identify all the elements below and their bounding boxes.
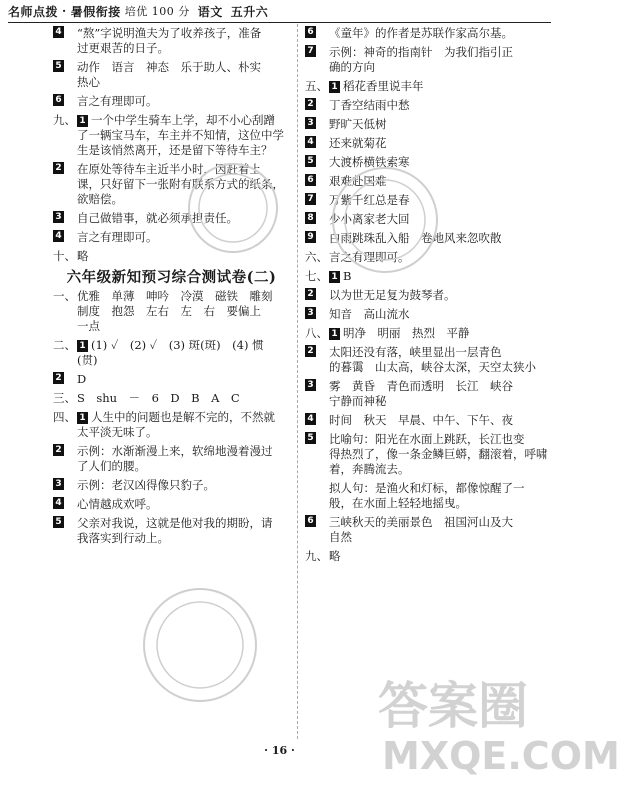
item-label: 2 (53, 162, 64, 174)
answer-item (305, 155, 553, 170)
answer-item (305, 26, 553, 41)
text-line: (1) ✓ (2) ✓ (3) 斑(斑) (4) 惯 (91, 338, 264, 352)
item-label: 二、 (53, 338, 76, 352)
answer-item (53, 249, 290, 264)
item-label: 5 (305, 432, 316, 444)
item-label: 6 (305, 174, 316, 186)
item-sub-label: 1 (329, 328, 340, 340)
item-label: 5 (305, 155, 316, 167)
item-text (305, 231, 553, 246)
text-line: 着，奔腾流去。 (329, 462, 410, 476)
text-line: 热心 (77, 75, 100, 89)
item-label: 九、 (53, 113, 76, 127)
item-label: 2 (305, 288, 316, 300)
item-label: 6 (305, 26, 316, 38)
stamp-bottom (140, 585, 260, 705)
text-line: 万紫千红总是春 (329, 193, 410, 207)
answer-item (305, 231, 553, 246)
text-line: 艰难赴国难 (329, 174, 387, 188)
answer-item (53, 113, 290, 158)
text-line: 宁静而神秘 (329, 394, 387, 408)
item-text (305, 26, 553, 41)
answer-item (305, 193, 553, 208)
item-text (53, 478, 290, 493)
text-line: 一个中学生骑车上学，却不小心刮蹭 (91, 113, 275, 127)
item-label: 3 (53, 478, 64, 490)
answer-item (305, 288, 553, 303)
item-text (53, 444, 290, 474)
text-line: 大渡桥横铁索寒 (329, 155, 410, 169)
answer-item (305, 174, 553, 189)
item-label: 3 (305, 379, 316, 391)
answer-item (305, 481, 553, 511)
item-label: 5 (53, 60, 64, 72)
watermark-url: MXQE.COM (382, 734, 620, 778)
item-text (305, 432, 553, 477)
item-label: 五、 (305, 79, 328, 93)
text-line: 我落实到行动上。 (77, 531, 169, 545)
answer-item (53, 60, 290, 90)
text-line: 欲赔偿。 (77, 192, 123, 206)
text-line: 的暮霭 山太高，峡谷太深，天空太狭小 (329, 360, 536, 374)
text-line: 得热烈了，像一条金鳞巨蟒，翻滚着，呼啸 (329, 447, 548, 461)
item-label: 4 (53, 26, 64, 38)
text-line: 父亲对我说，这就是他对我的期盼，请 (77, 516, 273, 530)
item-text (305, 212, 553, 227)
answer-item (305, 326, 553, 341)
text-line: 动作 语言 神态 乐于助人、朴实 (77, 60, 261, 74)
header-dot: · (62, 4, 67, 18)
text-line: 优雅 单薄 呻吟 冷漠 磁铁 雕刻 (77, 289, 273, 303)
text-line: 在原处等待车主近半小时，因赶着上 (77, 162, 261, 176)
item-text (53, 230, 290, 245)
item-text (305, 193, 553, 208)
item-label: 3 (53, 211, 64, 223)
text-line: 略 (77, 249, 89, 263)
item-text (305, 288, 553, 303)
text-line: 明净 明丽 热烈 平静 (343, 326, 470, 340)
item-text (305, 379, 553, 409)
text-line: D (77, 372, 87, 386)
item-text (53, 391, 290, 406)
text-line: 略 (329, 549, 341, 563)
text-line: 言之有理即可。 (329, 250, 410, 264)
answer-item (305, 136, 553, 151)
item-label: 2 (53, 444, 64, 456)
item-text (53, 94, 290, 109)
text-line: 雾 黄昏 青色而透明 长江 峡谷 (329, 379, 513, 393)
text-line: (贯) (77, 353, 98, 367)
item-label: 6 (53, 94, 64, 106)
item-label: 十、 (53, 249, 76, 263)
text-line: 少小离家老大回 (329, 212, 410, 226)
item-text (305, 155, 553, 170)
item-label: 8 (305, 212, 316, 224)
answer-item (53, 478, 290, 493)
answer-item (305, 117, 553, 132)
answer-item (53, 497, 290, 512)
answer-item (305, 269, 553, 284)
text-line: 心情越成欢呼。 (77, 497, 158, 511)
left-column (53, 26, 290, 550)
item-text (305, 174, 553, 189)
item-text (53, 338, 290, 368)
text-line: 自然 (329, 530, 352, 544)
item-label: 六、 (305, 250, 328, 264)
item-text (305, 269, 553, 284)
item-label: 八、 (305, 326, 328, 340)
answer-item (305, 212, 553, 227)
text-line: 确的方向 (329, 60, 375, 74)
text-line: B (343, 269, 352, 283)
text-line: 知音 高山流水 (329, 307, 410, 321)
text-line: 太阳还没有落，峡里显出一层青色 (329, 345, 502, 359)
text-line: “熬”字说明渔夫为了收养孩子，准备 (77, 26, 262, 40)
answer-item (305, 432, 553, 477)
item-label: 7 (305, 193, 316, 205)
text-line: 三峡秋天的美丽景色 祖国河山及大 (329, 515, 513, 529)
item-text (305, 98, 553, 113)
item-text (53, 60, 290, 90)
item-label: 4 (305, 413, 316, 425)
item-text (53, 113, 290, 158)
text-line: 稻花香里说丰年 (343, 79, 424, 93)
item-sub-label: 1 (329, 81, 340, 93)
text-line: 示例：老汉凶得像只豹子。 (77, 478, 215, 492)
header-subject: 语文 (197, 4, 223, 19)
text-line: 太平淡无味了。 (77, 425, 158, 439)
answer-item (305, 45, 553, 75)
text-line: 以为世无足复为鼓琴者。 (329, 288, 456, 302)
item-label: 5 (53, 516, 64, 528)
item-label: 7 (305, 45, 316, 57)
item-text (305, 79, 553, 94)
header-title: 暑假衔接 (70, 4, 121, 19)
text-line: 还来就菊花 (329, 136, 387, 150)
item-label: 七、 (305, 269, 328, 283)
answer-item (53, 391, 290, 406)
answer-item (305, 250, 553, 265)
answer-item (305, 515, 553, 545)
item-text (53, 289, 290, 334)
section-title: 六年级新知预习综合测试卷(二) (66, 269, 277, 286)
item-text (53, 162, 290, 207)
item-label: 4 (305, 136, 316, 148)
item-label: 9 (305, 231, 316, 243)
answer-item (53, 289, 290, 334)
item-text (305, 307, 553, 322)
answer-item (53, 94, 290, 109)
header-sub: 培优 100 分 (124, 5, 190, 18)
item-text (53, 211, 290, 226)
header-grade: 五升六 (230, 4, 269, 19)
text-line: 白雨跳珠乱入船 卷地风来忽吹散 (329, 231, 502, 245)
item-sub-label: 1 (329, 271, 340, 283)
item-label: 4 (53, 497, 64, 509)
item-text (53, 497, 290, 512)
text-line: 般，在水面上轻轻地摇曳。 (329, 496, 467, 510)
item-text (305, 515, 553, 545)
text-line: 自己做错事，就必须承担责任。 (77, 211, 238, 225)
text-line: 言之有理即可。 (77, 230, 158, 244)
item-label: 九、 (305, 549, 328, 563)
item-label: 2 (305, 345, 316, 357)
text-line: 时间 秋天 早晨、中午、下午、夜 (329, 413, 513, 427)
item-label: 3 (305, 117, 316, 129)
text-line: 了一辆宝马车，车主并不知情，这位中学 (77, 128, 284, 142)
text-line: 课，只好留下一张附有联系方式的纸条， (77, 177, 284, 191)
text-line: 言之有理即可。 (77, 94, 158, 108)
text-line: 野旷天低树 (329, 117, 387, 131)
text-line: 制度 抱怨 左右 左 右 要偏上 (77, 304, 261, 318)
item-text (53, 516, 290, 546)
text-line: 示例：神奇的指南针 为我们指引正 (329, 45, 513, 59)
item-text (305, 549, 553, 564)
header-brand: 名师点拨 (8, 4, 59, 19)
answer-item (53, 26, 290, 56)
item-label: 2 (305, 98, 316, 110)
item-label: 6 (305, 515, 316, 527)
answer-item (53, 211, 290, 226)
item-sub-label: 1 (77, 115, 88, 127)
watermark-logo: 答案圈 (378, 677, 528, 735)
answer-item (305, 98, 553, 113)
text-line: 生是该悄然离开，还是留下等待车主？ (77, 143, 273, 157)
text-line: 拟人句：是渔火和灯标，都像惊醒了一 (329, 481, 525, 495)
item-label: 一、 (53, 289, 76, 303)
text-line: 了人们的腰。 (77, 459, 146, 473)
column-divider (297, 24, 298, 739)
item-text (305, 326, 553, 341)
item-text (53, 410, 290, 440)
item-text (305, 117, 553, 132)
item-text (305, 345, 553, 375)
item-label: 四、 (53, 410, 76, 424)
item-sub-label: 1 (77, 340, 88, 352)
answer-item (305, 549, 553, 564)
item-text (305, 45, 553, 75)
text-line: 丁香空结雨中愁 (329, 98, 410, 112)
item-text (305, 413, 553, 428)
item-text (305, 136, 553, 151)
answer-item (53, 516, 290, 546)
answer-item (305, 345, 553, 375)
item-text (53, 372, 290, 387)
text-line: 过更艰苦的日子。 (77, 41, 169, 55)
text-line: 示例：水渐渐漫上来，软绵地漫着漫过 (77, 444, 273, 458)
answer-item (53, 444, 290, 474)
text-line: 一点 (77, 319, 100, 333)
answer-item (53, 372, 290, 387)
text-line: S shu － 6 D B A C (77, 391, 240, 405)
page-number: · 16 · (264, 744, 295, 757)
text-line: 人生中的问题也是解不完的，不然就 (91, 410, 275, 424)
page-header (8, 0, 551, 23)
item-label: 3 (305, 307, 316, 319)
answer-item (305, 307, 553, 322)
answer-item (53, 162, 290, 207)
item-text (305, 250, 553, 265)
answer-item (305, 413, 553, 428)
item-text (53, 249, 290, 264)
item-sub-label: 1 (77, 412, 88, 424)
answer-item (305, 79, 553, 94)
item-label: 4 (53, 230, 64, 242)
answer-item (53, 410, 290, 440)
item-text (53, 26, 290, 56)
item-label: 三、 (53, 391, 76, 405)
right-column (305, 26, 553, 568)
item-label: 2 (53, 372, 64, 384)
answer-item (53, 230, 290, 245)
text-line: 比喻句：阳光在水面上跳跃，长江也变 (329, 432, 525, 446)
item-text (305, 481, 553, 511)
text-line: 《童年》的作者是苏联作家高尔基。 (329, 26, 513, 40)
answer-item (53, 338, 290, 368)
answer-item (305, 379, 553, 409)
